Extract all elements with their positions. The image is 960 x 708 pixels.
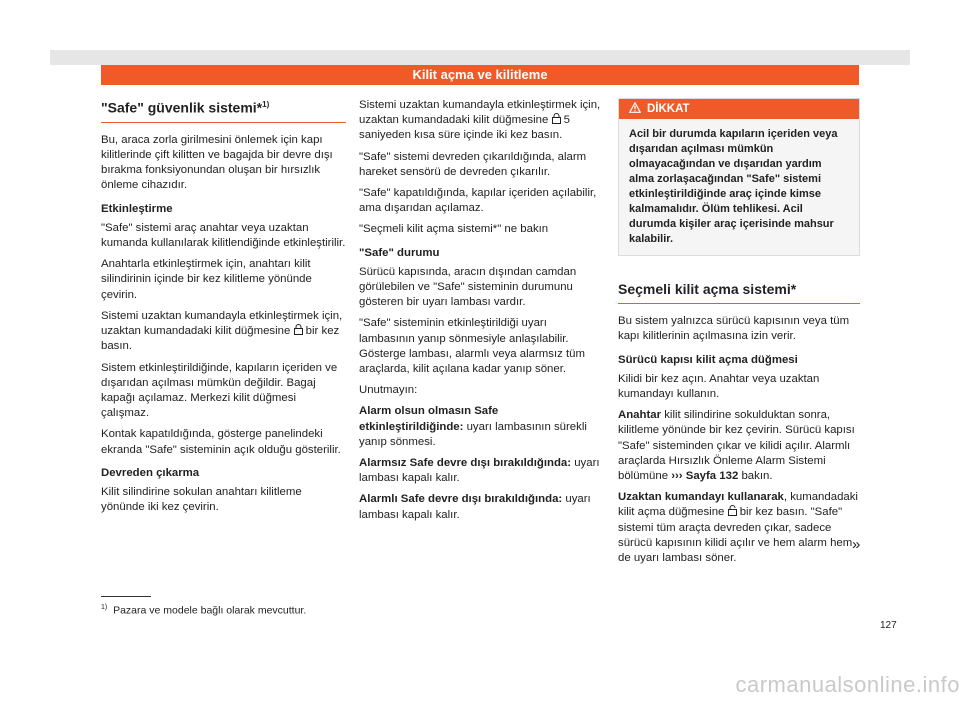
paragraph: Kontak kapatıldığında, gösterge panelindeki ekranda "Safe" sisteminin açık olduğu gösterilir.	[101, 428, 341, 456]
column-2	[359, 98, 604, 529]
paragraph-text: uyarı lambasının sürekli yanıp sönmesi.	[359, 420, 587, 448]
footnote-text: Pazara ve modele bağlı olarak mevcuttur.	[113, 604, 307, 617]
paragraph	[359, 404, 604, 450]
paragraph-text: uyarı lambası kapalı kalır.	[359, 457, 600, 485]
paragraph	[618, 490, 860, 566]
paragraph-text: 5 saniyeden kısa süre içinde iki kez basın.	[359, 114, 571, 142]
paragraph: Sürücü kapısında, aracın dışından camdan görülebilen ve "Safe" sisteminin durumunu gösteren bir uyarı lambası vardır.	[359, 265, 577, 309]
footnote	[101, 604, 306, 617]
bold-text: Anahtar	[618, 409, 662, 422]
paragraph	[618, 408, 860, 484]
bold-text: Alarmlı Safe devre dışı bırakıldığında:	[359, 493, 563, 506]
continue-mark: »	[852, 536, 861, 553]
warning-text: Acil bir durumda kapıların içeriden veya dışarıdan açılması mümkün olmayacağından ve dışarıdan yardım alma zorlaşacağından "Safe" sistemi etkinleştirildiğinde araç içinde kimse kalmamalıdır. Ölüm tehlikesi. Acil durumda kişiler araç içerisinde mahsur kalabilir.	[629, 128, 838, 245]
page-reference-link[interactable]: ››› Sayfa 132	[671, 470, 739, 483]
paragraph: "Safe" sisteminin etkinleştirildiği uyarı lambasının yanıp sönmesiyle anlaşılabilir. Gösterge lambası, alarmlı veya alarmsız tüm araçlarda, kilit açılana kadar yanıp söner.	[359, 317, 585, 376]
section-title-safe	[101, 97, 346, 123]
lock-icon	[294, 324, 303, 335]
section-title-text: "Safe" güvenlik sistemi*	[101, 99, 263, 116]
paragraph: Anahtarla etkinleştirmek için, anahtarı kilit silindirinin içinde bir kez kilitleme yönünde çevirin.	[101, 258, 312, 301]
paragraph: Sistem etkinleştirildiğinde, kapıların içeriden ve dışarıdan açılması mümkün değildir. Bagaj kapağı açılamaz. Merkezi kilit düğmesi çalışmaz.	[101, 361, 338, 420]
warning-title: DİKKAT	[647, 103, 690, 115]
paragraph-text: Sistemi uzaktan kumandayla etkinleştirmek için, uzaktan kumandadaki kilit düğmesine	[101, 309, 343, 338]
warning-header	[619, 99, 859, 119]
bold-text: Uzaktan kumandayı kullanarak	[618, 491, 784, 504]
paragraph: Bu sistem yalnızca sürücü kapısının veya tüm kapı kilitlerinin açılmasına izin verir.	[618, 315, 850, 343]
paragraph: Unutmayın:	[359, 384, 418, 397]
footnote-divider	[101, 596, 151, 597]
paragraph-text: bir kez basın.	[101, 325, 340, 353]
section-title-selective	[618, 282, 860, 304]
paragraph: "Seçmeli kilit açma sistemi*" ne bakın	[359, 223, 549, 236]
paragraph: Kilit silindirine sokulan anahtarı kilitleme yönünde iki kez çevirin.	[101, 485, 302, 514]
paragraph-text: kilit silindirine sokulduktan sonra, kilitleme yönünde bir kez çevirin. Sürücü kapısı "Safe" sisteminden çıkar ve kilidi açılır. Alarmlı araçlarda Hırsızlık Önleme Alarm Sistemi bölümüne	[618, 409, 855, 483]
paragraph-text: uyarı lambası kapalı kalır.	[359, 493, 591, 521]
paragraph	[359, 492, 604, 522]
lock-icon	[552, 113, 561, 124]
subheading-status: "Safe" durumu	[359, 246, 440, 259]
paragraph	[359, 456, 604, 486]
paragraph	[359, 98, 604, 144]
paragraph: Kilidi bir kez açın. Anahtar veya uzaktan kumandayı kullanın.	[618, 372, 820, 401]
footnote-marker: 1)	[101, 604, 108, 611]
watermark: carmanualsonline.info	[735, 672, 960, 697]
paragraph: "Safe" kapatıldığında, kapılar içeriden açılabilir, ama dışarıdan açılamaz.	[359, 187, 597, 215]
paragraph	[101, 309, 346, 355]
warning-box	[618, 98, 860, 256]
paragraph-text: , kumandadaki kilit açma düğmesine	[618, 491, 858, 519]
bold-text: Alarm olsun olmasın Safe etkinleştirildiğinde:	[359, 405, 499, 433]
column-3	[618, 98, 860, 572]
unlock-icon	[728, 505, 737, 516]
footnote-ref: 1)	[262, 100, 270, 109]
paragraph-text: Sistemi uzaktan kumandayla etkinleştirmek için, uzaktan kumandadaki kilit düğmesine	[359, 99, 601, 127]
subheading-driver-door: Sürücü kapısı kilit açma düğmesi	[618, 353, 798, 366]
column-1	[101, 97, 346, 521]
subheading-activation: Etkinleştirme	[101, 202, 173, 215]
paragraph-text: bakın.	[738, 470, 773, 483]
paragraph: "Safe" sistemi araç anahtar veya uzaktan kumanda kullanılarak kilitlendiğinde etkinleştirilir.	[101, 221, 346, 250]
paragraph: Bu, araca zorla girilmesini önlemek için kapı kilitlerinde çift kilitten ve bagajda bir devre dışı bırakma fonksiyonundan oluşan bir hırsızlık önleme cihazıdır.	[101, 133, 333, 192]
paragraph: "Safe" sistemi devreden çıkarıldığında, alarm hareket sensörü de devreden çıkarılır.	[359, 150, 587, 178]
subheading-deactivation: Devreden çıkarma	[101, 466, 200, 479]
section-title-text: Seçmeli kilit açma sistemi*	[618, 281, 797, 297]
paragraph-text: bir kez basın. "Safe" sistemi tüm araçta devreden çıkar, sadece sürücü kapısının kilidi açılır ve hem alarm hem de uyarı lambası söner.	[618, 506, 853, 565]
chapter-header: Kilit açma ve kilitleme	[101, 65, 859, 85]
page-number: 127	[880, 620, 897, 631]
warning-triangle-icon	[629, 102, 641, 113]
bold-text: Alarmsız Safe devre dışı bırakıldığında:	[359, 457, 572, 470]
